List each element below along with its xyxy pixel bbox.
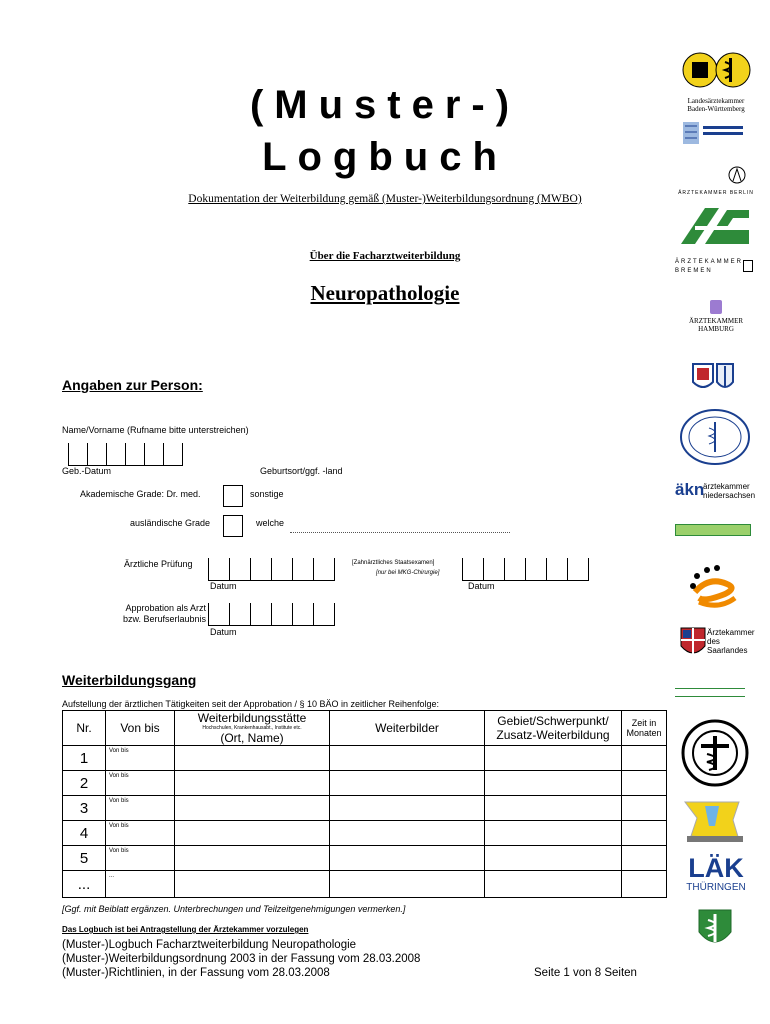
- approbation-label-2: bzw. Berufserlaubnis: [122, 614, 206, 624]
- thueringen-text: THÜRINGEN: [686, 882, 746, 893]
- col-staette-header: [175, 711, 330, 746]
- weiterbildung-heading: Weiterbildungsgang: [62, 672, 197, 688]
- bw-text-2: Baden-Württemberg: [687, 105, 745, 113]
- row-vonbis[interactable]: Von bis: [106, 846, 175, 871]
- row-vonbis[interactable]: ...: [106, 871, 175, 898]
- row-nr: 2: [63, 771, 106, 796]
- row-gebiet-cell[interactable]: [485, 871, 622, 898]
- row-vonbis[interactable]: Von bis: [106, 771, 175, 796]
- col-staette-sub: Hochschulen, Krankenhausabt., Institute etc.: [202, 725, 302, 731]
- row-vonbis[interactable]: Von bis: [106, 746, 175, 771]
- table-row: [63, 796, 667, 821]
- zahn-datum-label: Datum: [468, 581, 495, 591]
- logo-berlin: [675, 165, 757, 197]
- hamburg-text-1: ÄRZTEKAMMER: [688, 317, 744, 325]
- nds-abbr: äkn: [675, 480, 705, 499]
- saar-text-2: des: [707, 637, 720, 646]
- row-gebiet-cell[interactable]: [485, 746, 622, 771]
- saar-text-1: Ärztekammer: [707, 628, 755, 637]
- row-weiterbilder-cell[interactable]: [330, 746, 485, 771]
- col-nr-header: Nr.: [63, 711, 106, 746]
- nordrhein-icon: [675, 524, 751, 536]
- logo-schleswig-holstein: [675, 796, 757, 846]
- nds-text-2: niedersachsen: [703, 491, 756, 500]
- row-vonbis[interactable]: Von bis: [106, 796, 175, 821]
- bremen-text-1: ÄRZTEKAMMER: [675, 259, 744, 265]
- pruefung-date-boxes[interactable]: [208, 558, 335, 581]
- zahn-date-boxes[interactable]: [462, 558, 589, 581]
- row-staette-cell[interactable]: [175, 821, 330, 846]
- row-gebiet-cell[interactable]: [485, 771, 622, 796]
- geburtsort-label: Geburtsort/ggf. -land: [260, 466, 343, 476]
- bremen-text-2: BREMEN: [675, 268, 713, 274]
- row-weiterbilder-cell[interactable]: [330, 771, 485, 796]
- brandenburg-icon: [675, 204, 757, 250]
- berlin-icon: [675, 165, 757, 185]
- row-weiterbilder-cell[interactable]: [330, 821, 485, 846]
- zahn-label-1: [Zahnärztliches Staatsexamen]: [352, 560, 435, 566]
- logo-bremen: [675, 258, 757, 288]
- footer-line-2: (Muster-)Weiterbildungsordnung 2003 in der Fassung vom 28.03.2008: [62, 953, 421, 965]
- rlp-icon: [675, 562, 757, 612]
- bayern-icon: [675, 120, 757, 146]
- saarland-crest-icon: [679, 626, 707, 660]
- logo-baden-wuerttemberg: [675, 52, 757, 112]
- col-staette-ort: (Ort, Name): [220, 731, 284, 745]
- table-note: [Ggf. mit Beiblatt ergänzen. Unterbrechungen und Teilzeitgenehmigungen vermerken.]: [62, 904, 406, 914]
- row-weiterbilder-cell[interactable]: [330, 871, 485, 898]
- thueringen-abbr: LÄK: [688, 853, 744, 883]
- aerztl-pruefung-label: Ärztliche Prüfung: [124, 559, 193, 569]
- row-nr: 5: [63, 846, 106, 871]
- row-staette-cell[interactable]: [175, 846, 330, 871]
- table-header-row: [63, 711, 667, 746]
- row-nr: 3: [63, 796, 106, 821]
- saar-text-3: Saarlandes: [707, 646, 748, 655]
- row-gebiet-cell[interactable]: [485, 821, 622, 846]
- geb-datum-label: Geb.-Datum: [62, 466, 112, 476]
- footer-line-3: (Muster-)Richtlinien, in der Fassung vom 28.03.2008: [62, 967, 330, 979]
- col-weiterbilder-header: Weiterbilder: [330, 711, 485, 746]
- row-nr: 1: [63, 746, 106, 771]
- row-zeit-cell[interactable]: [622, 821, 667, 846]
- page-number: Seite 1 von 8 Seiten: [534, 967, 637, 979]
- logo-sachsen: [675, 688, 757, 702]
- footer-notice: Das Logbuch ist bei Antragstellung der Ärztekammer vorzulegen: [62, 925, 309, 934]
- approbation-date-boxes[interactable]: [208, 603, 335, 626]
- col-staette-title: Weiterbildungsstätte: [197, 711, 307, 725]
- col-gebiet-header: [485, 711, 622, 746]
- hessen-crest-icon: [675, 360, 757, 396]
- logo-saarland: [675, 626, 757, 666]
- sonstige-label: sonstige: [250, 489, 284, 499]
- table-row: [63, 871, 667, 898]
- row-staette-cell[interactable]: [175, 771, 330, 796]
- birthdate-boxes[interactable]: [68, 443, 183, 466]
- row-zeit-cell[interactable]: [622, 796, 667, 821]
- row-vonbis[interactable]: Von bis: [106, 821, 175, 846]
- logo-rheinland-pfalz: [675, 562, 757, 612]
- bw-text-1: Landesärztekammer: [687, 97, 745, 105]
- col-zeit-header: [622, 711, 667, 746]
- approbation-label-1: Approbation als Arzt: [125, 603, 206, 613]
- hamburg-icon: [710, 300, 722, 314]
- wl-crest-icon: [675, 906, 757, 954]
- bremen-crest-icon: [743, 260, 753, 272]
- nds-text-1: ärztekammer: [703, 482, 750, 491]
- title-line-1: (Muster-): [249, 83, 521, 127]
- name-label: Name/Vorname (Rufname bitte unterstreichen): [62, 425, 249, 435]
- zahn-label-2: [nur bei MKG-Chirurgie]: [376, 570, 440, 576]
- dr-med-checkbox[interactable]: [223, 485, 243, 507]
- welche-label: welche: [256, 518, 285, 528]
- table-row: [63, 821, 667, 846]
- ausl-grade-checkbox[interactable]: [223, 515, 243, 537]
- row-zeit-cell[interactable]: [622, 871, 667, 898]
- hamburg-text-2: HAMBURG: [698, 325, 734, 333]
- title-line-2: Logbuch: [262, 135, 508, 179]
- row-nr: ...: [63, 871, 106, 898]
- table-row: [63, 846, 667, 871]
- facharzt-heading: Über die Facharztweiterbildung: [309, 250, 461, 262]
- logo-westfalen-lippe: [675, 906, 757, 954]
- sachsen-icon: [675, 688, 745, 697]
- row-gebiet-cell[interactable]: [485, 846, 622, 871]
- row-staette-cell[interactable]: [175, 871, 330, 898]
- logo-thueringen: [675, 854, 757, 900]
- row-staette-cell[interactable]: [175, 746, 330, 771]
- akad-grade-label: Akademische Grade: Dr. med.: [80, 489, 201, 499]
- bw-crest-icon: [675, 52, 757, 92]
- person-heading: Angaben zur Person:: [62, 377, 203, 393]
- subtitle: Dokumentation der Weiterbildung gemäß (Muster-)Weiterbildungsordnung (MWBO): [188, 193, 582, 205]
- row-zeit-cell[interactable]: [622, 746, 667, 771]
- approbation-datum-label: Datum: [210, 627, 237, 637]
- logo-sachsen-anhalt: [675, 718, 757, 788]
- mv-seal-icon: [675, 408, 757, 466]
- row-gebiet-cell[interactable]: [485, 796, 622, 821]
- row-zeit-cell[interactable]: [622, 846, 667, 871]
- col-gebiet-line1: Gebiet/Schwerpunkt/: [497, 714, 609, 728]
- table-row: [63, 746, 667, 771]
- col-vonbis-header: Von bis: [106, 711, 175, 746]
- col-gebiet-line2: Zusatz-Weiterbildung: [496, 728, 610, 742]
- specialty-title: Neuropathologie: [310, 281, 460, 305]
- col-zeit-line1: Zeit in: [631, 718, 657, 728]
- logo-hessen: [675, 360, 757, 396]
- berlin-text: ÄRZTEKAMMER BERLIN: [678, 190, 754, 196]
- sachsen-anhalt-seal-icon: [675, 718, 757, 788]
- logo-nordrhein: [675, 524, 757, 542]
- row-weiterbilder-cell[interactable]: [330, 846, 485, 871]
- logo-brandenburg: [675, 204, 757, 252]
- pruefung-datum-label: Datum: [210, 581, 237, 591]
- logo-hamburg: [675, 300, 757, 342]
- row-nr: 4: [63, 821, 106, 846]
- row-staette-cell[interactable]: [175, 796, 330, 821]
- row-zeit-cell[interactable]: [622, 771, 667, 796]
- table-row: [63, 771, 667, 796]
- welche-line[interactable]: [290, 532, 510, 533]
- logo-niedersachsen: [675, 480, 757, 510]
- sh-icon: [675, 796, 757, 846]
- ausl-grade-label: ausländische Grade: [130, 518, 211, 528]
- weiterbildung-intro: Aufstellung der ärztlichen Tätigkeiten seit der Approbation / § 10 BÄO in zeitlicher Reihenfolge:: [62, 699, 440, 709]
- row-weiterbilder-cell[interactable]: [330, 796, 485, 821]
- weiterbildung-table: [62, 710, 667, 898]
- footer-line-1: (Muster-)Logbuch Facharztweiterbildung Neuropathologie: [62, 939, 357, 951]
- logo-mecklenburg-vorpommern: [675, 408, 757, 468]
- logo-bayern: [675, 120, 757, 150]
- col-zeit-line2: Monaten: [626, 728, 662, 738]
